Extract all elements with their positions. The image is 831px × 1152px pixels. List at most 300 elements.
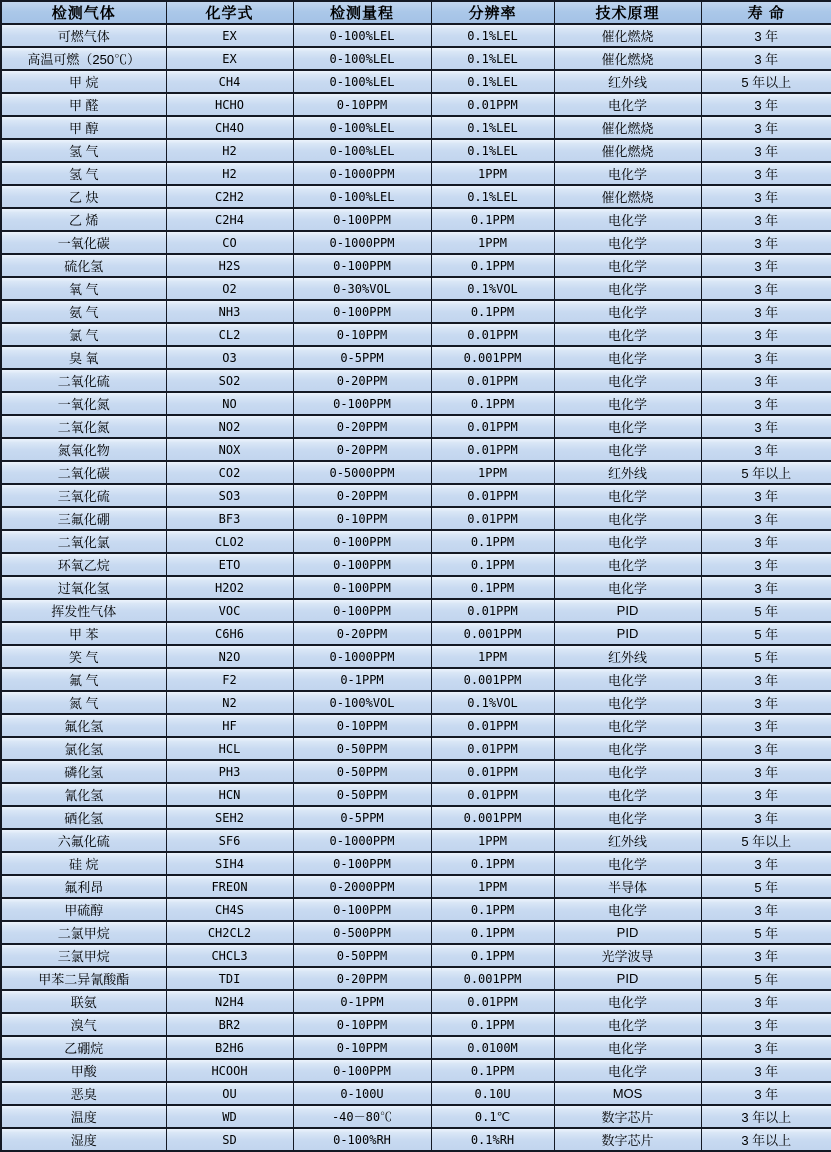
lifespan-cell: 3 年 <box>701 530 831 553</box>
formula-cell: N2 <box>166 691 293 714</box>
range-cell: 0-100PPM <box>293 530 431 553</box>
gas-name-cell: 硅 烷 <box>1 852 166 875</box>
table-row <box>1 208 831 231</box>
formula-cell: OU <box>166 1082 293 1105</box>
resolution-cell: 1PPM <box>431 875 554 898</box>
lifespan-cell: 5 年以上 <box>701 829 831 852</box>
table-row <box>1 898 831 921</box>
resolution-cell: 0.001PPM <box>431 806 554 829</box>
table-row <box>1 438 831 461</box>
resolution-cell: 0.01PPM <box>431 415 554 438</box>
lifespan-cell: 3 年 <box>701 231 831 254</box>
gas-name-cell: 挥发性气体 <box>1 599 166 622</box>
gas-name-cell: 氮 气 <box>1 691 166 714</box>
lifespan-cell: 5 年 <box>701 599 831 622</box>
table-body <box>1 24 831 1151</box>
range-cell: 0-10PPM <box>293 1013 431 1036</box>
principle-cell: 电化学 <box>554 369 701 392</box>
lifespan-cell: 5 年以上 <box>701 70 831 93</box>
formula-cell: NOX <box>166 438 293 461</box>
lifespan-cell: 3 年 <box>701 185 831 208</box>
formula-cell: C2H4 <box>166 208 293 231</box>
principle-cell: PID <box>554 967 701 990</box>
gas-name-cell: 氯 气 <box>1 323 166 346</box>
formula-cell: HCHO <box>166 93 293 116</box>
lifespan-cell: 3 年 <box>701 990 831 1013</box>
table-row <box>1 277 831 300</box>
gas-name-cell: 乙硼烷 <box>1 1036 166 1059</box>
lifespan-cell: 3 年 <box>701 139 831 162</box>
lifespan-cell: 3 年 <box>701 944 831 967</box>
gas-name-cell: 高温可燃（250℃） <box>1 47 166 70</box>
principle-cell: 电化学 <box>554 852 701 875</box>
principle-cell: 电化学 <box>554 507 701 530</box>
formula-cell: SO2 <box>166 369 293 392</box>
range-cell: 0-100%LEL <box>293 185 431 208</box>
lifespan-cell: 3 年 <box>701 392 831 415</box>
resolution-cell: 0.001PPM <box>431 622 554 645</box>
resolution-cell: 0.01PPM <box>431 484 554 507</box>
range-cell: 0-100PPM <box>293 300 431 323</box>
lifespan-cell: 3 年 <box>701 783 831 806</box>
gas-name-cell: 臭 氧 <box>1 346 166 369</box>
gas-name-cell: 氯化氢 <box>1 737 166 760</box>
resolution-cell: 0.1PPM <box>431 553 554 576</box>
resolution-cell: 0.1PPM <box>431 1059 554 1082</box>
principle-cell: 数字芯片 <box>554 1128 701 1151</box>
lifespan-cell: 3 年 <box>701 760 831 783</box>
lifespan-cell: 3 年 <box>701 415 831 438</box>
lifespan-cell: 3 年 <box>701 208 831 231</box>
lifespan-cell: 3 年 <box>701 714 831 737</box>
table-row <box>1 1128 831 1151</box>
principle-cell: 电化学 <box>554 438 701 461</box>
gas-name-cell: 氰化氢 <box>1 783 166 806</box>
range-cell: 0-5PPM <box>293 346 431 369</box>
formula-cell: BR2 <box>166 1013 293 1036</box>
principle-cell: 电化学 <box>554 530 701 553</box>
resolution-cell: 0.1℃ <box>431 1105 554 1128</box>
resolution-cell: 0.01PPM <box>431 323 554 346</box>
lifespan-cell: 3 年 <box>701 507 831 530</box>
principle-cell: 电化学 <box>554 346 701 369</box>
table-row <box>1 24 831 47</box>
lifespan-cell: 3 年 <box>701 1036 831 1059</box>
principle-cell: 电化学 <box>554 254 701 277</box>
table-row <box>1 1013 831 1036</box>
resolution-cell: 1PPM <box>431 162 554 185</box>
principle-cell: PID <box>554 599 701 622</box>
resolution-cell: 0.1%LEL <box>431 116 554 139</box>
resolution-cell: 0.001PPM <box>431 346 554 369</box>
table-row <box>1 829 831 852</box>
table-row <box>1 1082 831 1105</box>
formula-cell: VOC <box>166 599 293 622</box>
gas-name-cell: 乙 烯 <box>1 208 166 231</box>
table-row <box>1 714 831 737</box>
table-row <box>1 691 831 714</box>
table-row <box>1 47 831 70</box>
table-row <box>1 300 831 323</box>
range-cell: 0-5PPM <box>293 806 431 829</box>
table-row <box>1 254 831 277</box>
table-row <box>1 461 831 484</box>
resolution-cell: 0.01PPM <box>431 93 554 116</box>
column-header-lifespan: 寿 命 <box>701 1 831 24</box>
resolution-cell: 1PPM <box>431 645 554 668</box>
gas-name-cell: 笑 气 <box>1 645 166 668</box>
lifespan-cell: 3 年 <box>701 1013 831 1036</box>
resolution-cell: 0.01PPM <box>431 783 554 806</box>
table-header <box>1 1 831 24</box>
formula-cell: FREON <box>166 875 293 898</box>
resolution-cell: 0.01PPM <box>431 760 554 783</box>
formula-cell: HF <box>166 714 293 737</box>
formula-cell: N2O <box>166 645 293 668</box>
table-row <box>1 921 831 944</box>
formula-cell: NH3 <box>166 300 293 323</box>
gas-name-cell: 过氧化氢 <box>1 576 166 599</box>
column-header-formula: 化学式 <box>166 1 293 24</box>
resolution-cell: 0.1PPM <box>431 852 554 875</box>
table-row <box>1 185 831 208</box>
formula-cell: H2O2 <box>166 576 293 599</box>
principle-cell: 电化学 <box>554 691 701 714</box>
table-row <box>1 967 831 990</box>
table-row <box>1 990 831 1013</box>
lifespan-cell: 3 年 <box>701 1082 831 1105</box>
table-row <box>1 369 831 392</box>
range-cell: 0-20PPM <box>293 967 431 990</box>
resolution-cell: 0.1PPM <box>431 254 554 277</box>
principle-cell: 光学波导 <box>554 944 701 967</box>
formula-cell: CH4 <box>166 70 293 93</box>
table-row <box>1 415 831 438</box>
range-cell: 0-50PPM <box>293 737 431 760</box>
gas-name-cell: 二氧化氮 <box>1 415 166 438</box>
table-row <box>1 599 831 622</box>
formula-cell: SEH2 <box>166 806 293 829</box>
resolution-cell: 0.1%LEL <box>431 24 554 47</box>
gas-name-cell: 硫化氢 <box>1 254 166 277</box>
range-cell: 0-10PPM <box>293 1036 431 1059</box>
formula-cell: SIH4 <box>166 852 293 875</box>
resolution-cell: 0.1PPM <box>431 921 554 944</box>
range-cell: 0-50PPM <box>293 944 431 967</box>
table-row <box>1 852 831 875</box>
gas-name-cell: 三氯甲烷 <box>1 944 166 967</box>
lifespan-cell: 3 年 <box>701 1059 831 1082</box>
principle-cell: 电化学 <box>554 553 701 576</box>
gas-name-cell: 三氧化硫 <box>1 484 166 507</box>
gas-name-cell: 甲苯二异氰酸酯 <box>1 967 166 990</box>
range-cell: 0-50PPM <box>293 760 431 783</box>
formula-cell: NO2 <box>166 415 293 438</box>
lifespan-cell: 3 年 <box>701 553 831 576</box>
range-cell: 0-10PPM <box>293 714 431 737</box>
lifespan-cell: 3 年 <box>701 323 831 346</box>
range-cell: 0-1PPM <box>293 668 431 691</box>
range-cell: 0-2000PPM <box>293 875 431 898</box>
principle-cell: 红外线 <box>554 645 701 668</box>
principle-cell: MOS <box>554 1082 701 1105</box>
range-cell: 0-100PPM <box>293 392 431 415</box>
principle-cell: 催化燃烧 <box>554 185 701 208</box>
principle-cell: 电化学 <box>554 300 701 323</box>
resolution-cell: 0.1PPM <box>431 392 554 415</box>
formula-cell: O3 <box>166 346 293 369</box>
resolution-cell: 0.1PPM <box>431 1013 554 1036</box>
range-cell: 0-30%VOL <box>293 277 431 300</box>
range-cell: 0-100PPM <box>293 576 431 599</box>
formula-cell: F2 <box>166 668 293 691</box>
principle-cell: 电化学 <box>554 93 701 116</box>
formula-cell: CH4O <box>166 116 293 139</box>
principle-cell: 电化学 <box>554 783 701 806</box>
resolution-cell: 0.1PPM <box>431 898 554 921</box>
column-header-range: 检测量程 <box>293 1 431 24</box>
range-cell: 0-20PPM <box>293 369 431 392</box>
formula-cell: HCL <box>166 737 293 760</box>
gas-name-cell: 温度 <box>1 1105 166 1128</box>
gas-name-cell: 氧 气 <box>1 277 166 300</box>
gas-name-cell: 甲 烷 <box>1 70 166 93</box>
principle-cell: 电化学 <box>554 1013 701 1036</box>
gas-name-cell: 二氧化硫 <box>1 369 166 392</box>
table-row <box>1 116 831 139</box>
principle-cell: 电化学 <box>554 392 701 415</box>
formula-cell: EX <box>166 24 293 47</box>
principle-cell: 电化学 <box>554 714 701 737</box>
gas-name-cell: 甲 苯 <box>1 622 166 645</box>
principle-cell: 电化学 <box>554 668 701 691</box>
range-cell: 0-100%LEL <box>293 47 431 70</box>
table-row <box>1 162 831 185</box>
formula-cell: WD <box>166 1105 293 1128</box>
range-cell: 0-100PPM <box>293 599 431 622</box>
range-cell: 0-20PPM <box>293 438 431 461</box>
formula-cell: H2 <box>166 162 293 185</box>
lifespan-cell: 3 年 <box>701 806 831 829</box>
range-cell: 0-1000PPM <box>293 162 431 185</box>
lifespan-cell: 5 年 <box>701 967 831 990</box>
gas-name-cell: 二氧化氯 <box>1 530 166 553</box>
formula-cell: N2H4 <box>166 990 293 1013</box>
formula-cell: C6H6 <box>166 622 293 645</box>
table-row <box>1 231 831 254</box>
table-row <box>1 576 831 599</box>
range-cell: 0-20PPM <box>293 622 431 645</box>
formula-cell: SD <box>166 1128 293 1151</box>
range-cell: -40－80℃ <box>293 1105 431 1128</box>
lifespan-cell: 3 年以上 <box>701 1105 831 1128</box>
resolution-cell: 0.1PPM <box>431 208 554 231</box>
gas-name-cell: 联氨 <box>1 990 166 1013</box>
table-row <box>1 139 831 162</box>
gas-name-cell: 氮氧化物 <box>1 438 166 461</box>
range-cell: 0-50PPM <box>293 783 431 806</box>
resolution-cell: 0.1PPM <box>431 300 554 323</box>
table-row <box>1 1036 831 1059</box>
resolution-cell: 0.1%VOL <box>431 277 554 300</box>
formula-cell: CH4S <box>166 898 293 921</box>
column-header-principle: 技术原理 <box>554 1 701 24</box>
lifespan-cell: 5 年 <box>701 875 831 898</box>
lifespan-cell: 5 年以上 <box>701 461 831 484</box>
lifespan-cell: 3 年 <box>701 576 831 599</box>
range-cell: 0-100%LEL <box>293 24 431 47</box>
table-row <box>1 622 831 645</box>
principle-cell: 电化学 <box>554 208 701 231</box>
principle-cell: PID <box>554 622 701 645</box>
gas-name-cell: 氟 气 <box>1 668 166 691</box>
gas-name-cell: 六氟化硫 <box>1 829 166 852</box>
principle-cell: 电化学 <box>554 576 701 599</box>
resolution-cell: 0.01PPM <box>431 990 554 1013</box>
lifespan-cell: 3 年 <box>701 24 831 47</box>
range-cell: 0-100PPM <box>293 553 431 576</box>
column-header-resolution: 分辨率 <box>431 1 554 24</box>
range-cell: 0-10PPM <box>293 323 431 346</box>
lifespan-cell: 5 年 <box>701 921 831 944</box>
formula-cell: BF3 <box>166 507 293 530</box>
gas-name-cell: 恶臭 <box>1 1082 166 1105</box>
lifespan-cell: 3 年 <box>701 898 831 921</box>
range-cell: 0-100%LEL <box>293 139 431 162</box>
gas-name-cell: 氟化氢 <box>1 714 166 737</box>
gas-name-cell: 二氧化碳 <box>1 461 166 484</box>
resolution-cell: 0.01PPM <box>431 507 554 530</box>
lifespan-cell: 3 年 <box>701 668 831 691</box>
range-cell: 0-100%RH <box>293 1128 431 1151</box>
gas-name-cell: 氢 气 <box>1 139 166 162</box>
formula-cell: HCOOH <box>166 1059 293 1082</box>
range-cell: 0-100PPM <box>293 254 431 277</box>
lifespan-cell: 3 年 <box>701 737 831 760</box>
range-cell: 0-10PPM <box>293 507 431 530</box>
formula-cell: B2H6 <box>166 1036 293 1059</box>
gas-name-cell: 二氯甲烷 <box>1 921 166 944</box>
range-cell: 0-1000PPM <box>293 231 431 254</box>
header-row <box>1 1 831 24</box>
principle-cell: 红外线 <box>554 461 701 484</box>
lifespan-cell: 3 年 <box>701 852 831 875</box>
gas-name-cell: 乙 炔 <box>1 185 166 208</box>
range-cell: 0-100%VOL <box>293 691 431 714</box>
resolution-cell: 1PPM <box>431 461 554 484</box>
principle-cell: 电化学 <box>554 1036 701 1059</box>
lifespan-cell: 3 年 <box>701 346 831 369</box>
principle-cell: 电化学 <box>554 737 701 760</box>
table-row <box>1 392 831 415</box>
range-cell: 0-1PPM <box>293 990 431 1013</box>
gas-name-cell: 磷化氢 <box>1 760 166 783</box>
lifespan-cell: 3 年 <box>701 369 831 392</box>
gas-name-cell: 氢 气 <box>1 162 166 185</box>
principle-cell: 红外线 <box>554 70 701 93</box>
principle-cell: 电化学 <box>554 323 701 346</box>
range-cell: 0-20PPM <box>293 415 431 438</box>
lifespan-cell: 3 年 <box>701 162 831 185</box>
principle-cell: 半导体 <box>554 875 701 898</box>
formula-cell: ETO <box>166 553 293 576</box>
resolution-cell: 0.0100M <box>431 1036 554 1059</box>
resolution-cell: 0.1%LEL <box>431 139 554 162</box>
principle-cell: 电化学 <box>554 277 701 300</box>
principle-cell: 电化学 <box>554 760 701 783</box>
table-row <box>1 93 831 116</box>
gas-name-cell: 氨 气 <box>1 300 166 323</box>
range-cell: 0-100U <box>293 1082 431 1105</box>
range-cell: 0-100PPM <box>293 208 431 231</box>
resolution-cell: 0.01PPM <box>431 714 554 737</box>
table-row <box>1 553 831 576</box>
formula-cell: CO <box>166 231 293 254</box>
range-cell: 0-20PPM <box>293 484 431 507</box>
formula-cell: TDI <box>166 967 293 990</box>
gas-name-cell: 甲硫醇 <box>1 898 166 921</box>
gas-name-cell: 硒化氢 <box>1 806 166 829</box>
lifespan-cell: 3 年 <box>701 438 831 461</box>
range-cell: 0-5000PPM <box>293 461 431 484</box>
principle-cell: 红外线 <box>554 829 701 852</box>
principle-cell: 电化学 <box>554 898 701 921</box>
resolution-cell: 0.1%VOL <box>431 691 554 714</box>
range-cell: 0-100PPM <box>293 852 431 875</box>
range-cell: 0-500PPM <box>293 921 431 944</box>
formula-cell: SF6 <box>166 829 293 852</box>
resolution-cell: 0.001PPM <box>431 668 554 691</box>
formula-cell: EX <box>166 47 293 70</box>
resolution-cell: 0.01PPM <box>431 369 554 392</box>
lifespan-cell: 5 年 <box>701 622 831 645</box>
gas-name-cell: 一氧化氮 <box>1 392 166 415</box>
formula-cell: H2S <box>166 254 293 277</box>
gas-name-cell: 氟利昂 <box>1 875 166 898</box>
gas-name-cell: 甲酸 <box>1 1059 166 1082</box>
formula-cell: SO3 <box>166 484 293 507</box>
principle-cell: 电化学 <box>554 484 701 507</box>
table-row <box>1 1105 831 1128</box>
resolution-cell: 0.01PPM <box>431 599 554 622</box>
principle-cell: 数字芯片 <box>554 1105 701 1128</box>
formula-cell: CH2CL2 <box>166 921 293 944</box>
lifespan-cell: 3 年 <box>701 116 831 139</box>
principle-cell: 电化学 <box>554 415 701 438</box>
gas-name-cell: 溴气 <box>1 1013 166 1036</box>
gas-name-cell: 甲 醛 <box>1 93 166 116</box>
resolution-cell: 0.1%RH <box>431 1128 554 1151</box>
principle-cell: 催化燃烧 <box>554 139 701 162</box>
principle-cell: 电化学 <box>554 231 701 254</box>
formula-cell: NO <box>166 392 293 415</box>
resolution-cell: 1PPM <box>431 829 554 852</box>
principle-cell: 电化学 <box>554 990 701 1013</box>
gas-name-cell: 湿度 <box>1 1128 166 1151</box>
table-row <box>1 70 831 93</box>
resolution-cell: 0.1%LEL <box>431 70 554 93</box>
lifespan-cell: 3 年 <box>701 300 831 323</box>
principle-cell: 电化学 <box>554 1059 701 1082</box>
resolution-cell: 0.001PPM <box>431 967 554 990</box>
range-cell: 0-1000PPM <box>293 829 431 852</box>
lifespan-cell: 3 年 <box>701 93 831 116</box>
range-cell: 0-1000PPM <box>293 645 431 668</box>
table-row <box>1 346 831 369</box>
resolution-cell: 0.10U <box>431 1082 554 1105</box>
lifespan-cell: 3 年 <box>701 277 831 300</box>
principle-cell: 催化燃烧 <box>554 47 701 70</box>
